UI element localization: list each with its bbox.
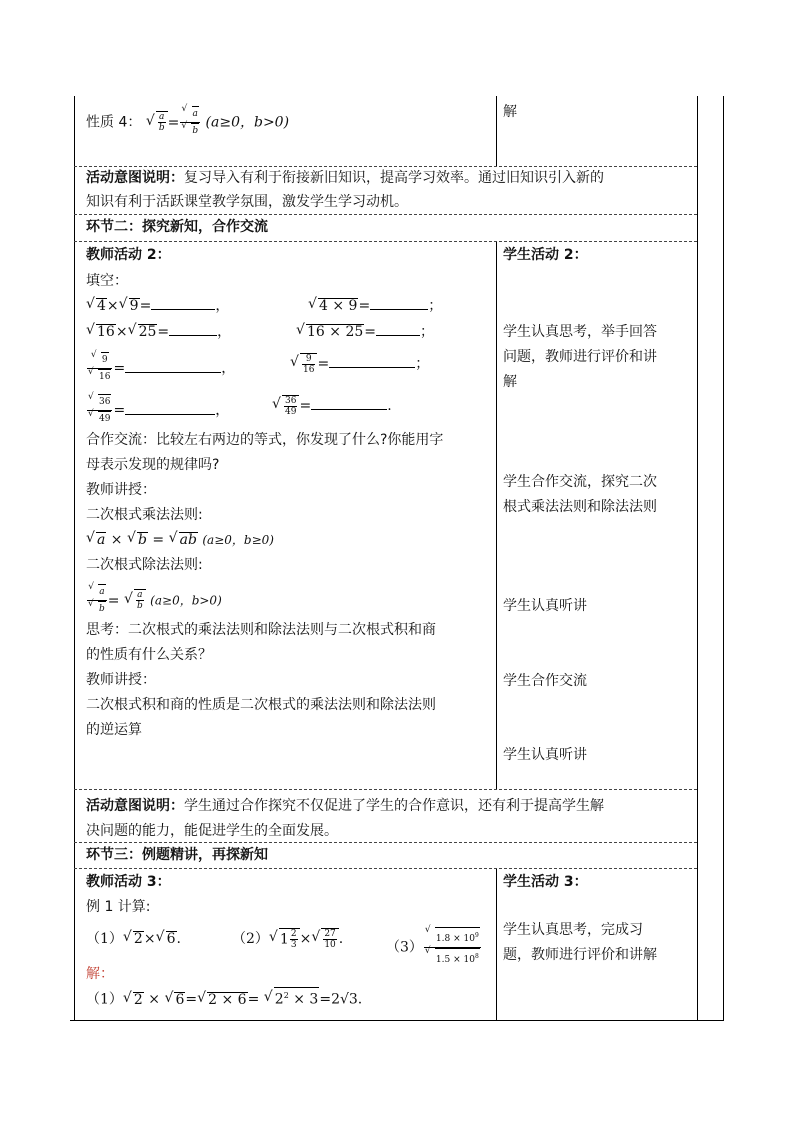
intent-1-line-1 — [86, 166, 604, 190]
blank-eq-4-left: √ 36 √ 49 = ， — [86, 394, 229, 427]
teacher-2-conclusion-1: 二次根式积和商的性质是二次根式的乘法法则和除法法则 — [86, 697, 436, 713]
blank-eq-1-right: √ 4 × 9= ； — [308, 294, 442, 318]
student-2-c1: 学生认真听讲 — [503, 598, 587, 614]
student-2-b1: 学生合作交流，探究二次 — [503, 474, 657, 490]
teacher-2-cooperate-1: 合作交流：比较左右两边的等式，你发现了什么?你能用字 — [86, 432, 444, 448]
mult-rule-formula: √ a × √ b = √ ab (a≥0，b≥0) — [86, 528, 274, 552]
blank-eq-2-left: √ 16×√ 25= ， — [86, 320, 231, 344]
mult-rule-condition: (a≥0，b≥0) — [202, 533, 274, 547]
part-3-label: （3） — [386, 939, 423, 956]
teacher-2-mult-rule: 二次根式乘法法则: — [86, 507, 203, 523]
teacher-2-fill: 填空： — [86, 273, 128, 289]
example-part-1: （1）√ 2×√ 6. — [86, 927, 181, 951]
teacher-2-div-rule: 二次根式除法法则: — [86, 557, 203, 573]
intent-1-label: 活动意图说明： — [86, 170, 184, 186]
solution-1: （1）√ 2 × √ 6=√ 2 × 6= √ $2^2 \times 3=2√3$. — [86, 987, 362, 1012]
student-2-a1: 学生认真思考，举手回答 — [503, 324, 657, 340]
table-right-border — [697, 96, 698, 1020]
teacher-2-heading: 教师活动 2： — [86, 247, 171, 263]
outer-right-border — [723, 96, 724, 1020]
property-4-formula: √ $\frac{a}{b}$ = √ a √ b — [146, 115, 206, 131]
teacher-2-think-2: 的性质有什么关系？ — [86, 647, 212, 663]
blank-eq-3-right: √ $\frac{9}{16}$ = ； — [290, 352, 429, 376]
part-1-label: （1） — [86, 931, 123, 947]
section-2-title: 环节二：探究新知，合作交流 — [86, 219, 268, 235]
student-3-a2: 题，教师进行评价和讲解 — [503, 947, 657, 963]
solution-label: 解： — [86, 966, 114, 982]
blank-eq-3-left: √ 9 √ 16 = ， — [86, 352, 235, 385]
property-4-label: 性质 4： — [86, 114, 142, 131]
student-2-a3: 解 — [503, 374, 517, 390]
column-divider — [496, 96, 497, 166]
property-4 — [86, 106, 289, 139]
teacher-2-explain-1: 教师讲授： — [86, 482, 156, 498]
student-2-d1: 学生合作交流 — [503, 673, 587, 689]
example-1-label: 例 1 计算: — [86, 899, 151, 915]
student-2-heading: 学生活动 2： — [503, 247, 588, 263]
student-2-b2: 根式乘法法则和除法法则 — [503, 499, 657, 515]
blank-eq-2-right: √ 16 × 25= ； — [296, 320, 434, 344]
intent-2-text-1: 学生通过合作探究不仅促进了学生的合作意识，还有利于提高学生解 — [184, 798, 604, 814]
intent-2-label: 活动意图说明： — [86, 798, 184, 814]
column-divider — [496, 241, 497, 789]
teacher-3-heading: 教师活动 3： — [86, 874, 171, 890]
section-3-title: 环节三：例题精讲，再探新知 — [86, 847, 268, 863]
teacher-2-explain-2: 教师讲授： — [86, 672, 156, 688]
solution-1-end: =2√3. — [319, 991, 363, 1008]
row1-right-cell: 解 — [503, 104, 517, 120]
row-divider — [74, 868, 697, 869]
table-bottom-border — [70, 1020, 724, 1021]
example-part-3: （3） √ $1.8 \times 10^9$ √ $1.5 \times 10^8$ — [386, 927, 482, 968]
blank-eq-1-left: √ 4×√ 9= ， — [86, 294, 229, 318]
property-4-condition: (a≥0，b>0) — [205, 114, 290, 131]
div-rule-condition: (a≥0，b>0) — [150, 593, 222, 608]
solution-1-prefix: （1） — [86, 991, 123, 1008]
blank-eq-4-right: √ $\frac{36}{49}$ = . — [272, 394, 392, 418]
teacher-2-cooperate-2: 母表示发现的规律吗? — [86, 457, 220, 473]
teacher-2-conclusion-2: 的逆运算 — [86, 722, 142, 738]
row-divider — [74, 241, 697, 242]
table-left-border — [74, 96, 75, 1020]
row-divider — [74, 789, 697, 790]
intent-2-line-1 — [86, 794, 604, 818]
teacher-2-think-1: 思考：二次根式的乘法法则和除法法则与二次根式积和商 — [86, 622, 436, 638]
student-3-heading: 学生活动 3： — [503, 874, 588, 890]
intent-2-line-2: 决问题的能力，能促进学生的全面发展。 — [86, 823, 338, 839]
student-2-a2: 问题，教师进行评价和讲 — [503, 349, 657, 365]
intent-1-text-1: 复习导入有利于衔接新旧知识，提高学习效率。通过旧知识引入新的 — [184, 170, 604, 186]
div-rule-formula: √ a √ b = √ $\frac{a}{b}$ (a≥0，b>0) — [86, 584, 222, 617]
intent-1-line-2: 知识有利于活跃课堂教学氛围，激发学生学习动机。 — [86, 194, 408, 210]
column-divider — [496, 868, 497, 1020]
student-3-a1: 学生认真思考，完成习 — [503, 922, 643, 938]
example-part-2: （2）√ 1 $\frac{2}{3}$ × √ $\frac{27}{10}$ . — [232, 927, 343, 951]
student-2-e1: 学生认真听讲 — [503, 747, 587, 763]
part-2-label: （2） — [232, 931, 269, 947]
